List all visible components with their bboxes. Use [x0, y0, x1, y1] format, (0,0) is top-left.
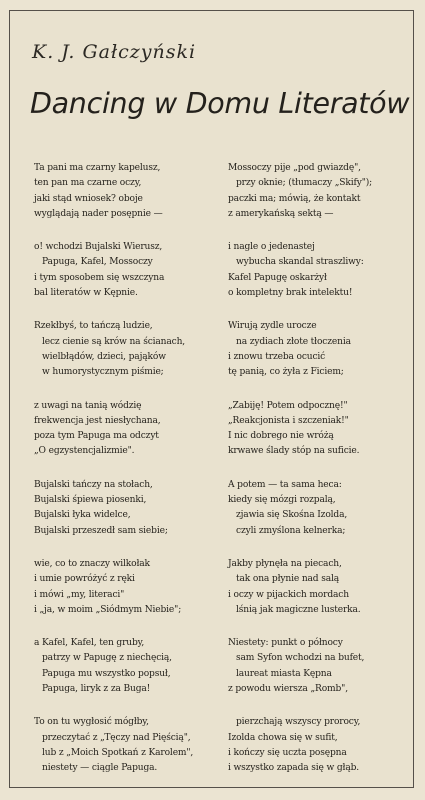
right-column [228, 161, 408, 795]
verse-line: i „ja, w moim „Siódmym Niebie"; [34, 604, 182, 615]
stanza [34, 240, 230, 301]
verse-line: i wszystko zapada się w głąb. [228, 763, 360, 774]
verse-line: o kompletny brak intelektu! [228, 288, 353, 299]
verse-line: Niestety: punkt o północy [228, 638, 343, 649]
stanza [228, 240, 408, 301]
newspaper-clipping [9, 10, 414, 788]
verse-line: Mossoczy pije „pod gwiazdę", [228, 163, 361, 173]
verse-line: wyglądają nader posępnie — [34, 208, 163, 219]
verse-line: tak ona płynie nad salą [236, 574, 340, 585]
verse-line: „O egzystencjalizmie". [34, 446, 135, 457]
verse-line: o! wchodzi Bujalski Wierusz, [34, 242, 163, 253]
verse-line: krwawe ślady stóp na suficie. [228, 446, 360, 457]
verse-line: przy oknie; (tłumaczy „Skify"); [236, 178, 373, 189]
verse-line: I nic dobrego nie wróżą [228, 431, 334, 442]
verse-line: i mówi „my, literaci" [34, 589, 125, 600]
verse-line: zjawia się Skośna Izolda, [236, 510, 348, 521]
stanza [228, 478, 408, 539]
verse-line: i kończy się uczta posępna [228, 747, 347, 758]
verse-line: jaki stąd wniosek? oboje [34, 193, 143, 204]
stanza [34, 557, 230, 618]
verse-line: pierzchają wszyscy prorocy, [236, 717, 361, 728]
verse-line: To on tu wygłosić mógłby, [34, 717, 149, 728]
verse-line: wybucha skandal straszliwy: [236, 257, 364, 268]
verse-line: i umie powróżyć z ręki [34, 574, 135, 585]
verse-line: wielbłądów, dzieci, pająków [42, 351, 166, 362]
stanza [34, 478, 230, 539]
verse-line: Izolda chowa się w sufit, [228, 732, 338, 743]
stanza [228, 715, 408, 776]
verse-line: i oczy w pijackich mordach [228, 589, 349, 600]
verse-line: Bujalski łyka widelce, [34, 510, 131, 521]
author-name: K. J. Gałczyński [32, 41, 197, 63]
verse-line: i znowu trzeba ocucić [228, 351, 326, 362]
left-column [34, 161, 230, 795]
verse-line: patrzy w Papugę z niechęcią, [42, 653, 172, 664]
verse-line: frekwencja jest niesłychana, [34, 415, 161, 426]
stanza [228, 161, 408, 222]
verse-line: Bujalski śpiewa piosenki, [34, 495, 147, 506]
verse-line: na zydiach złote tłoczenia [236, 336, 351, 347]
verse-line: Rzekłbyś, to tańczą ludzie, [34, 321, 153, 332]
verse-line: Bujalski tańczy na stołach, [34, 479, 153, 490]
verse-line: a Kafel, Kafel, ten gruby, [34, 638, 145, 649]
verse-line: z uwagi na tanią wódzię [34, 400, 142, 411]
stanza [34, 636, 230, 697]
verse-line: „Reakcjonista i szczeniak!" [228, 415, 349, 426]
verse-line: przeczytać z „Tęczy nad Pięścią", [42, 732, 191, 743]
verse-line: lśnią jak magiczne lusterka. [236, 604, 361, 615]
verse-line: niestety — ciągle Papuga. [42, 763, 158, 774]
verse-line: lecz cienie są krów na ścianach, [42, 336, 186, 347]
verse-line: sam Syfon wchodzi na bufet, [236, 653, 365, 664]
verse-line: i nagle o jedenastej [228, 242, 315, 253]
verse-line: paczki ma; mówią, że kontakt [228, 193, 361, 204]
verse-line: wie, co to znaczy wilkołak [34, 558, 150, 569]
verse-line: Wirują zydle urocze [228, 321, 317, 332]
verse-line: z powodu wiersza „Romb", [228, 684, 348, 695]
verse-line: Kafel Papugę oskarżył [228, 272, 327, 283]
verse-line: tę panią, co żyła z Ficiem; [228, 367, 344, 378]
verse-line: Ta pani ma czarny kapelusz, [34, 163, 161, 173]
verse-line: lub z „Moich Spotkań z Karolem", [42, 747, 194, 758]
verse-line: czyli zmyślona kelnerka; [236, 525, 346, 536]
verse-line: ten pan ma czarne oczy, [34, 178, 142, 189]
verse-line: „Zabiję! Potem odpocznę!" [228, 400, 348, 411]
verse-line: A potem — ta sama heca: [228, 479, 342, 490]
stanza [228, 399, 408, 460]
verse-line: Papuga, Kafel, Mossoczy [42, 257, 153, 268]
verse-line: bal literatów w Kępnie. [34, 288, 138, 299]
verse-line: kiedy się mózgi rozpalą, [228, 495, 336, 506]
verse-line: z amerykańską sektą — [228, 208, 334, 219]
stanza [34, 399, 230, 460]
verse-line: w humorystycznym piśmie; [42, 367, 164, 378]
verse-line: Papuga, liryk z za Buga! [42, 684, 151, 695]
stanza [34, 161, 230, 222]
verse-line: Papuga mu wszystko popsuł, [42, 668, 171, 679]
verse-line: poza tym Papuga ma odczyt [34, 431, 159, 442]
stanza [228, 557, 408, 618]
verse-line: i tym sposobem się wszczyna [34, 272, 165, 283]
stanza [228, 319, 408, 380]
verse-line: laureat miasta Kępna [236, 668, 332, 679]
stanza [228, 636, 408, 697]
stanza [34, 715, 230, 776]
poem-title: Dancing w Domu Literatów [30, 87, 410, 120]
verse-line: Jakby płynęła na piecach, [228, 558, 342, 569]
verse-line: Bujalski przeszedł sam siebie; [34, 525, 168, 536]
stanza [34, 319, 230, 380]
